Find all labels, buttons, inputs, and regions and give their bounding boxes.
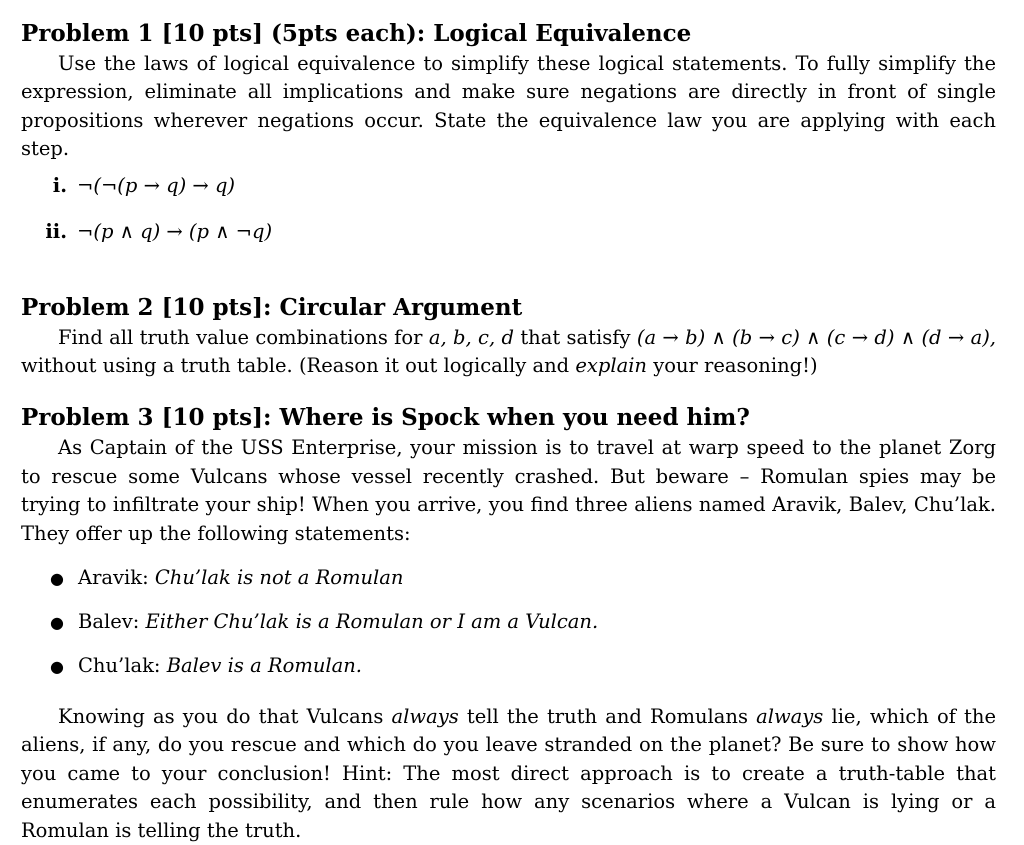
item-label: ii. [45, 219, 67, 243]
statement-speaker: Chu’lak: [78, 654, 161, 678]
problem-2-text: without using a truth table. (Reason it out logically and [21, 354, 576, 378]
problem-3-title: Where is Spock when you need him? [279, 404, 750, 432]
statement-quote: Balev is a Romulan. [166, 654, 363, 678]
problem-3-points: [10 pts] [161, 404, 264, 432]
problem-1-each: (5pts each) [271, 20, 417, 47]
problem-3-text: lie, which of the aliens, if any, do you rescue and which do you leave stranded on the planet? Be sure to show how you came to your conclusion! Hint: The most direct approach is to create a truth-table that enumerates each possibility, and then rule how any scenarios where a Vulcan is lying or a Romulan is telling the truth. [21, 705, 996, 842]
bullet-icon: ● [50, 569, 64, 589]
assignment-page [21, 18, 996, 845]
emphasis-always: always [756, 705, 824, 729]
problem-3-number: Problem 3 [21, 404, 154, 432]
statement-speaker: Balev: [78, 610, 140, 634]
problem-1-points: [10 pts] [161, 20, 264, 47]
item-expression: ¬(p ∧ q) → (p ∧ ¬q) [77, 219, 273, 243]
problem-2-vars: a, b, c, d [428, 325, 514, 349]
problem-1-heading: Problem 1 [10 pts] (5pts each): Logical Equivalence [21, 20, 692, 47]
problem-2-heading: Problem 2 [10 pts]: Circular Argument [21, 293, 523, 321]
problem-2-number: Problem 2 [21, 293, 154, 321]
item-expression: ¬(¬(p → q) → q) [77, 173, 236, 197]
statement-speaker: Aravik: [78, 566, 149, 590]
problem-3 [21, 402, 996, 845]
statement-chulak [21, 652, 996, 681]
problem-2-body [21, 324, 996, 381]
problem-1-items [21, 172, 996, 246]
problem-2-text: Find all truth value combinations for [58, 325, 429, 349]
problem-1-number: Problem 1 [21, 20, 154, 47]
problem-3-statements [21, 564, 996, 681]
statement-quote: Either Chu’lak is a Romulan or I am a Vulcan. [145, 610, 599, 634]
problem-1-body: Use the laws of logical equivalence to simplify these logical statements. To fully simplify the expression, eliminate all implications and make sure negations are directly in front of single propositions wherever negations occur. State the equivalence law you are applying with each step. [21, 52, 996, 161]
problem-2-text: your reasoning!) [647, 354, 818, 378]
bullet-icon: ● [50, 613, 64, 633]
problem-1-item-ii [21, 218, 996, 246]
emphasis-always: always [391, 705, 459, 729]
item-label: i. [52, 173, 67, 197]
problem-2-expression: (a → b) ∧ (b → c) ∧ (c → d) ∧ (d → a), [636, 325, 997, 349]
problem-2-points: [10 pts] [161, 293, 264, 321]
problem-1-item-i [21, 172, 996, 200]
problem-2-text: that satisfy [513, 325, 637, 349]
problem-1 [21, 18, 996, 246]
statement-quote: Chu’lak is not a Romulan [154, 566, 404, 590]
problem-3-text: tell the truth and Romulans [458, 705, 757, 729]
problem-3-body: As Captain of the USS Enterprise, your mission is to travel at warp speed to the planet Zorg to rescue some Vulcans whose vessel recently crashed. But beware – Romulan spies may be trying to infiltrate your ship! When you arrive, you find three aliens named Aravik, Balev, Chu’lak. They offer up the following statements: [21, 436, 996, 545]
problem-2-explain: explain [575, 354, 647, 378]
problem-2 [21, 292, 996, 381]
problem-3-text: Knowing as you do that Vulcans [58, 705, 392, 729]
statement-aravik [21, 564, 996, 593]
problem-1-title: Logical Equivalence [433, 20, 692, 47]
problem-2-title: Circular Argument [279, 293, 523, 321]
statement-balev [21, 608, 996, 637]
problem-3-heading: Problem 3 [10 pts]: Where is Spock when you need him? [21, 404, 750, 432]
bullet-icon: ● [50, 657, 64, 677]
problem-3-closing [21, 703, 996, 845]
